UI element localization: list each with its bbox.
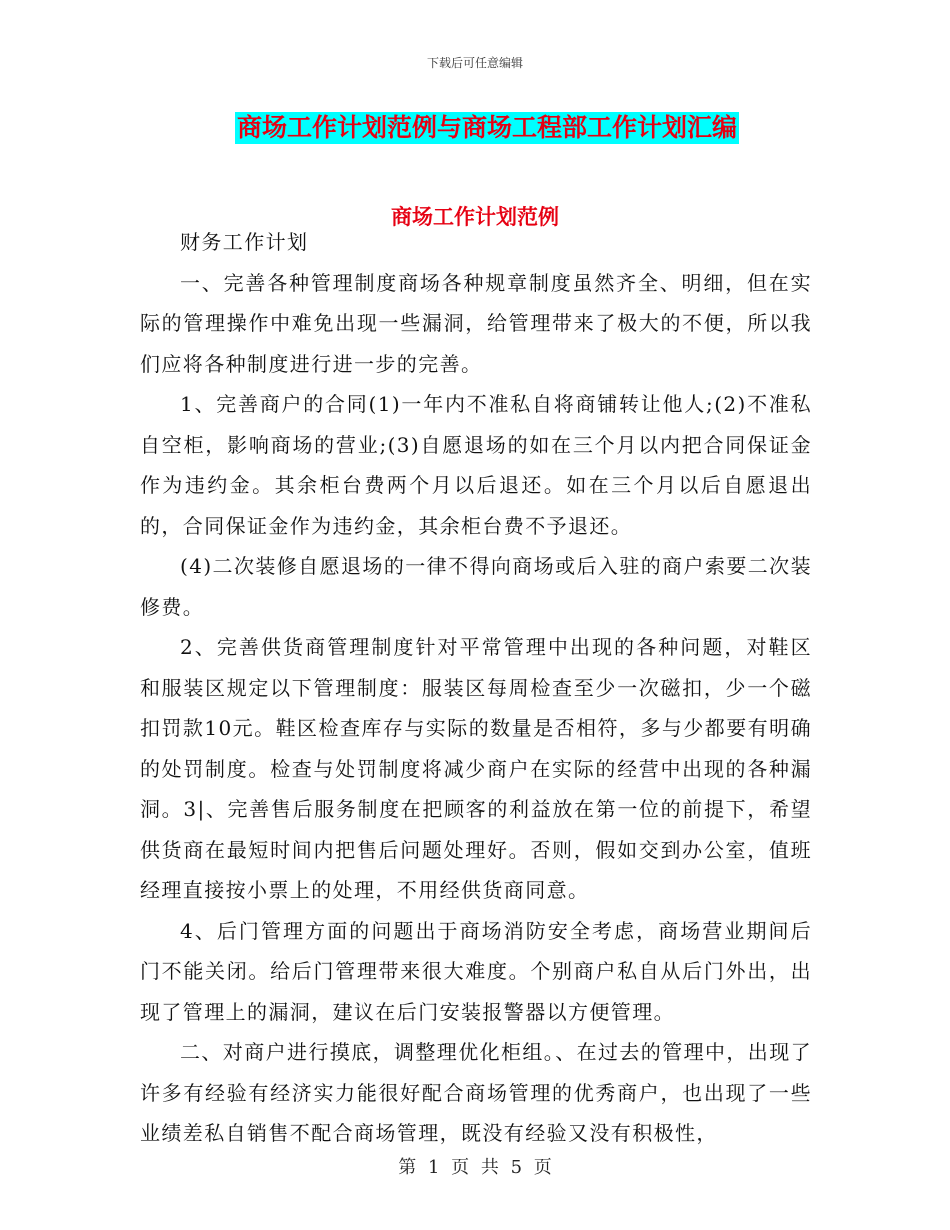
paragraph: 1、完善商户的合同(1)一年内不准私自将商铺转让他人;(2)不准私自空柜，影响商场的营业;(3)自愿退场的如在三个月以内把合同保证金作为违约金。其余柜台费两个月以后退还。如在三个月以后自愿退出的，合同保证金作为违约金，其余柜台费不予退还。 [140,392,812,538]
paragraph: (4)二次装修自愿退场的一律不得向商场或后入驻的商户索要二次装修费。 [140,554,812,619]
paragraph: 一、完善各种管理制度商场各种规章制度虽然齐全、明细，但在实际的管理操作中难免出现一些漏洞，给管理带来了极大的不便，所以我们应将各种制度进行进一步的完善。 [140,270,812,376]
document-body [140,222,812,1154]
section-title: 商场工作计划范例 [391,205,559,229]
paragraph: 4、后门管理方面的问题出于商场消防安全考虑，商场营业期间后门不能关闭。给后门管理带来很大难度。个别商户私自从后门外出，出现了管理上的漏洞，建议在后门安装报警器以方便管理。 [140,918,812,1024]
paragraph-heading: 财务工作计划 [180,230,309,254]
header-note: 下载后可任意编辑 [426,56,523,70]
document-title: 商场工作计划范例与商场工程部工作计划汇编 [237,113,738,142]
paragraph: 2、完善供货商管理制度针对平常管理中出现的各种问题，对鞋区和服装区规定以下管理制度：服装区每周检查至少一次磁扣，少一个磁扣罚款10元。鞋区检查库存与实际的数量是否相符，多与少都要有明确的处罚制度。检查与处罚制度将减少商户在实际的经营中出现的各种漏洞。3|、完善售后服务制度在把顾客的利益放在第一位的前提下，希望供货商在最短时间内把售后问题处理好。否则，假如交到办公室，值班经理直接按小票上的处理，不用经供货商同意。 [140,635,812,902]
page-footer: 第 1 页 共 5 页 [398,1157,552,1178]
paragraph: 二、对商户进行摸底，调整理优化柜组。、在过去的管理中，出现了许多有经验有经济实力能很好配合商场管理的优秀商户，也出现了一些业绩差私自销售不配合商场管理，既没有经验又没有积极性， [140,1040,812,1145]
